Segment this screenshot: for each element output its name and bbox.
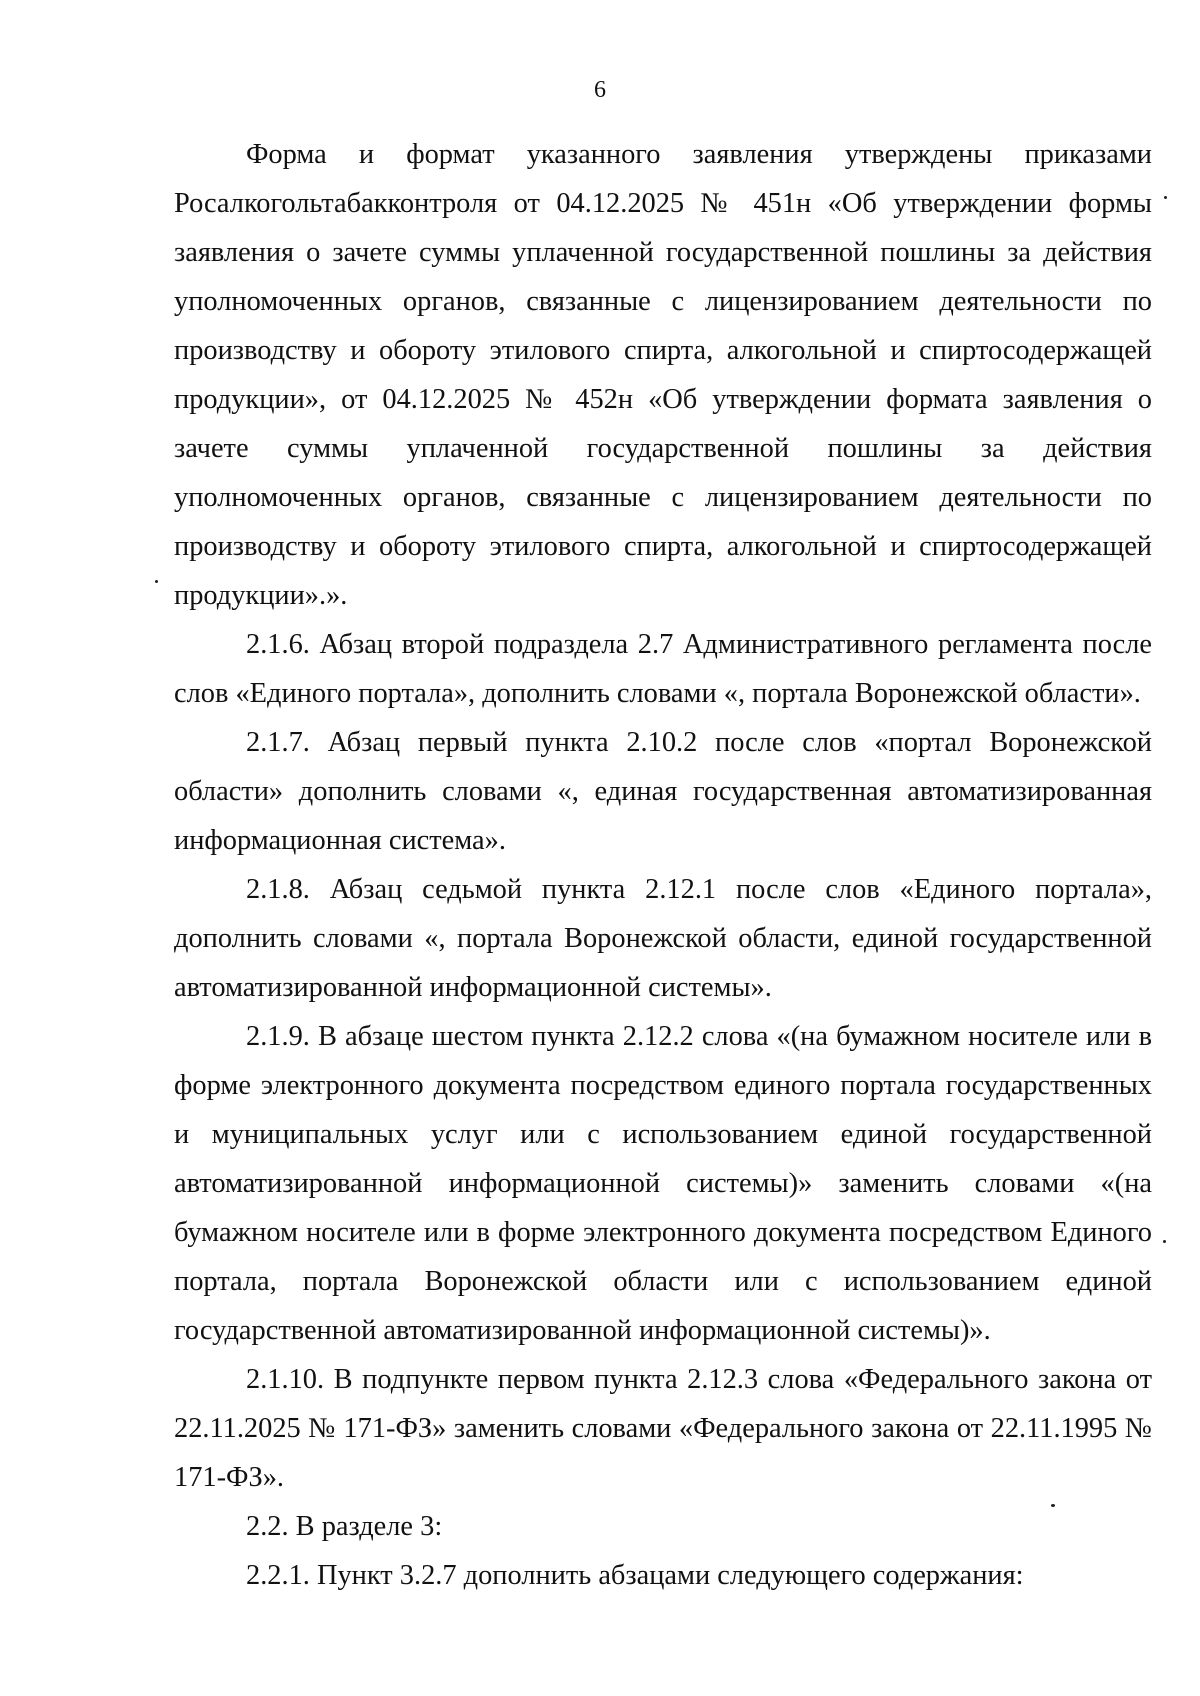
scan-speck: [1163, 1240, 1166, 1243]
paragraph-2-2-1: 2.2.1. Пункт 3.2.7 дополнить абзацами следующего содержания:: [246, 1560, 1024, 1591]
paragraph-form-format: Форма и формат указанного заявления утверждены приказами Росалкогольтабакконтроля от 04.12.2025 № 451н «Об утверждении формы заявления о зачете суммы уплаченной государственной пошлины за действия уполномоченных органов, связанные с лицензированием деятельности по производству и обороту этилового спирта, алкогольной и спиртосодержащей продукции», от 04.12.2025 № 452н «Об утверждении формата заявления о зачете суммы уплаченной государственной пошлины за действия уполномоченных органов, связанные с лицензированием деятельности по производству и обороту этилового спирта, алкогольной и спиртосодержащей продукции».».: [174, 139, 1152, 611]
paragraph-2-1-9: 2.1.9. В абзаце шестом пункта 2.12.2 слова «(на бумажном носителе или в форме электронного документа посредством единого портала государственных и муниципальных услуг или с использованием единой государственной автоматизированной информационной системы)» заменить словами «(на бумажном носителе или в форме электронного документа посредством Единого портала, портала Воронежской области или с использованием единой государственной автоматизированной информационной системы)».: [174, 1021, 1152, 1346]
scan-speck: [1164, 196, 1167, 199]
paragraph-2-1-10: 2.1.10. В подпункте первом пункта 2.12.3 слова «Федерального закона от 22.11.2025 № 171-ФЗ» заменить словами «Федерального закона от 22.11.1995 № 171-ФЗ».: [174, 1364, 1152, 1493]
scan-speck: [1051, 1504, 1055, 1507]
scan-speck: [155, 580, 158, 583]
paragraph-2-2: 2.2. В разделе 3:: [246, 1511, 443, 1542]
document-body: [174, 130, 1152, 1600]
paragraph-2-1-6: 2.1.6. Абзац второй подраздела 2.7 Административного регламента после слов «Единого портала», дополнить словами «, портала Воронежской области».: [174, 629, 1152, 709]
page-number: 6: [594, 77, 606, 103]
paragraph-2-1-8: 2.1.8. Абзац седьмой пункта 2.12.1 после слов «Единого портала», дополнить словами «, портала Воронежской области, единой государственной автоматизированной информационной системы».: [174, 874, 1152, 1003]
paragraph-2-1-7: 2.1.7. Абзац первый пункта 2.10.2 после слов «портал Воронежской области» дополнить словами «, единая государственная автоматизированная информационная система».: [174, 727, 1152, 856]
